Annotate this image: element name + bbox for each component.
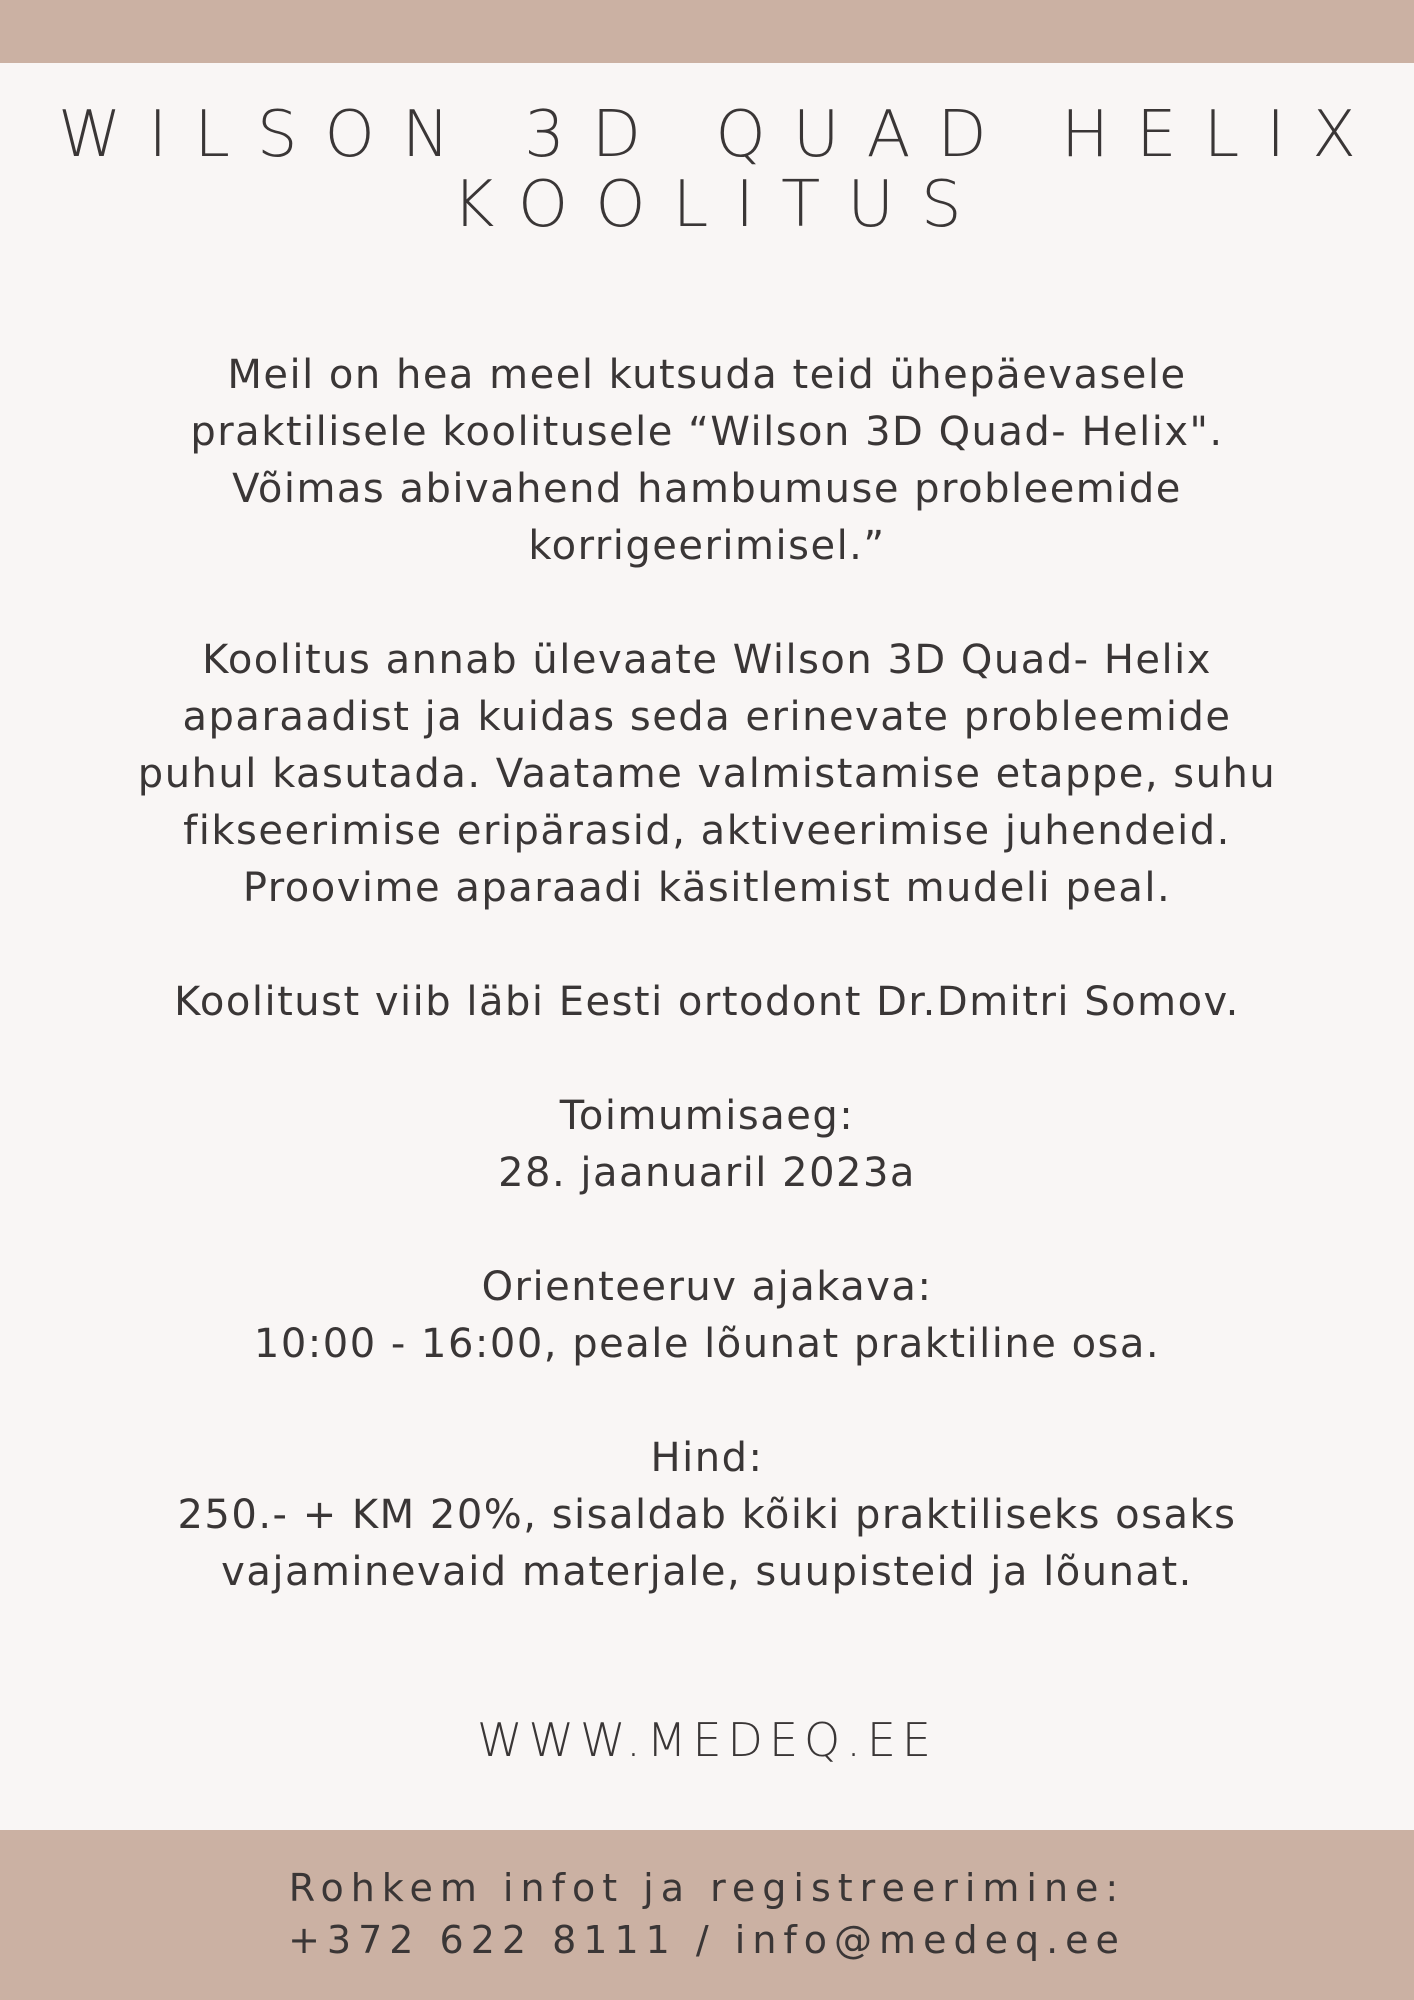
top-decorative-band [0,0,1414,63]
schedule-value: 10:00 - 16:00, peale lõunat praktiline osa. [253,1321,1161,1367]
schedule-label: Orienteeruv ajakava: [481,1264,933,1310]
description-line: fikseerimise eripärasid, aktiveerimise juhendeid. [183,808,1231,854]
instructor-text: Koolitust viib läbi Eesti ortodont Dr.Dmitri Somov. [174,979,1240,1025]
date-section [80,1088,1334,1202]
description-line: aparaadist ja kuidas seda erinevate probleemide [182,694,1232,740]
date-label: Toimumisaeg: [559,1093,855,1139]
website-link[interactable]: WWW.MEDEQ.EE [477,1713,937,1767]
price-line-1: 250.- + KM 20%, sisaldab kõiki praktiliseks osaks [177,1492,1237,1538]
title-line-1: WILSON 3D QUAD HELIX [58,98,1383,172]
instructor-paragraph [80,974,1334,1031]
price-label: Hind: [650,1435,764,1481]
description-line: puhul kasutada. Vaatame valmistamise etappe, suhu [137,751,1277,797]
intro-line: Meil on hea meel kutsuda teid ühepäevasele [227,352,1187,398]
price-line-2: vajaminevaid materjale, suupisteid ja lõunat. [221,1549,1193,1595]
title-line-2: KOOLITUS [452,168,989,242]
schedule-section [80,1259,1334,1373]
description-paragraph [80,632,1334,917]
intro-line: korrigeerimisel.” [528,523,886,569]
intro-line: Võimas abivahend hambumuse probleemide [232,466,1182,512]
contact-heading: Rohkem infot ja registreerimine: [288,1866,1126,1910]
main-content [80,347,1334,1658]
description-line: Proovime aparaadi käsitlemist mudeli peal. [242,865,1172,911]
contact-info [0,1862,1414,1966]
page-title [0,100,1414,240]
contact-phone-email[interactable]: +372 622 8111 / info@medeq.ee [288,1918,1126,1962]
price-section [80,1430,1334,1601]
intro-paragraph [80,347,1334,575]
intro-line: praktilisele koolitusele “Wilson 3D Quad- Helix". [190,409,1224,455]
description-line: Koolitus annab ülevaate Wilson 3D Quad- Helix [202,637,1212,683]
date-value: 28. jaanuaril 2023a [498,1150,916,1196]
